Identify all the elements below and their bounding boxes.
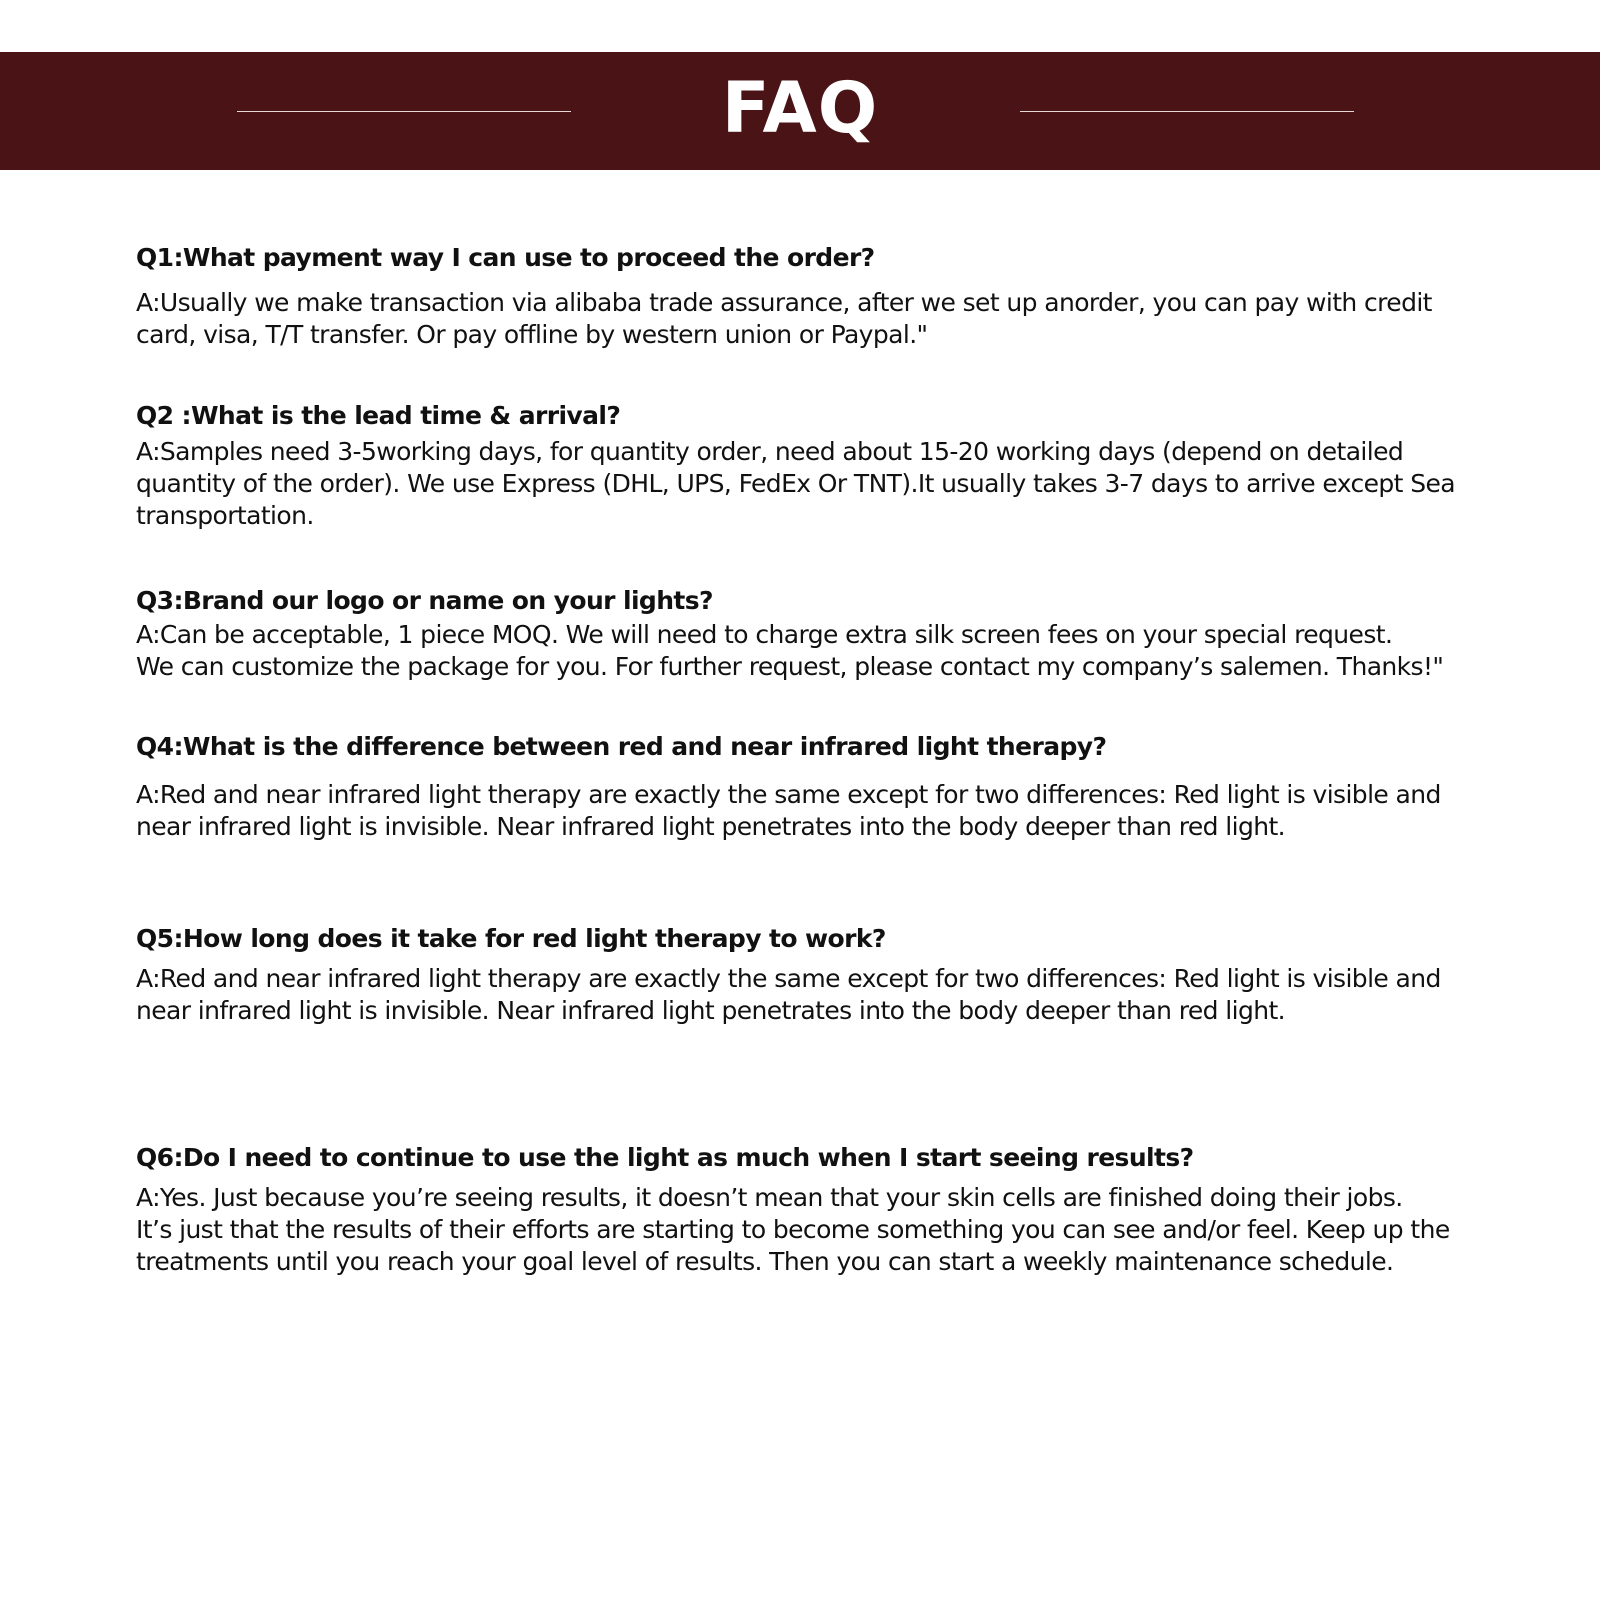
page-title: FAQ: [721, 67, 879, 149]
faq-answer-line: treatments until you reach your goal level of results. Then you can start a weekly maintenance schedule.: [136, 1247, 1394, 1276]
faq-item-2: [136, 400, 1466, 532]
faq-answer-line: quantity of the order). We use Express (DHL, UPS, FedEx Or TNT).It usually takes 3-7 days to arrive except Sea: [136, 469, 1455, 498]
faq-question: Q2 :What is the lead time & arrival?: [136, 401, 621, 430]
faq-answer-line: A:Can be acceptable, 1 piece MOQ. We will need to charge extra silk screen fees on your special request.: [136, 620, 1393, 649]
faq-answer-line: card, visa, T/T transfer. Or pay offline by western union or Paypal.": [136, 320, 928, 349]
faq-answer-line: It’s just that the results of their efforts are starting to become something you can see and/or feel. Keep up the: [136, 1215, 1450, 1244]
faq-answer-line: A:Yes. Just because you’re seeing results, it doesn’t mean that your skin cells are finished doing their jobs.: [136, 1183, 1403, 1212]
faq-answer: [136, 287, 1466, 351]
faq-answer: [136, 619, 1466, 683]
faq-question: Q4:What is the difference between red and near infrared light therapy?: [136, 732, 1107, 761]
banner-divider-right: [1020, 111, 1354, 112]
faq-answer: [136, 436, 1466, 532]
faq-answer-line: A:Red and near infrared light therapy are exactly the same except for two differences: Red light is visible and: [136, 964, 1441, 993]
faq-item-5: [136, 923, 1466, 1027]
faq-answer: [136, 1182, 1466, 1278]
faq-banner: [0, 52, 1600, 170]
faq-question: Q3:Brand our logo or name on your lights?: [136, 586, 713, 615]
faq-item-3: [136, 585, 1466, 683]
faq-question: Q6:Do I need to continue to use the light as much when I start seeing results?: [136, 1143, 1194, 1172]
faq-item-4: [136, 731, 1466, 843]
faq-answer-line: A:Red and near infrared light therapy are exactly the same except for two differences: Red light is visible and: [136, 780, 1441, 809]
faq-item-6: [136, 1142, 1466, 1278]
faq-answer: [136, 963, 1466, 1027]
faq-question: Q1:What payment way I can use to proceed the order?: [136, 243, 875, 272]
faq-answer-line: A:Usually we make transaction via alibaba trade assurance, after we set up anorder, you can pay with credit: [136, 288, 1432, 317]
faq-answer: [136, 779, 1466, 843]
faq-answer-line: near infrared light is invisible. Near infrared light penetrates into the body deeper than red light.: [136, 812, 1286, 841]
faq-answer-line: near infrared light is invisible. Near infrared light penetrates into the body deeper than red light.: [136, 996, 1286, 1025]
faq-answer-line: transportation.: [136, 501, 314, 530]
faq-answer-line: We can customize the package for you. For further request, please contact my company’s salemen. Thanks!": [136, 652, 1444, 681]
faq-item-1: [136, 242, 1466, 351]
faq-question: Q5:How long does it take for red light therapy to work?: [136, 924, 886, 953]
faq-answer-line: A:Samples need 3-5working days, for quantity order, need about 15-20 working days (depend on detailed: [136, 437, 1404, 466]
